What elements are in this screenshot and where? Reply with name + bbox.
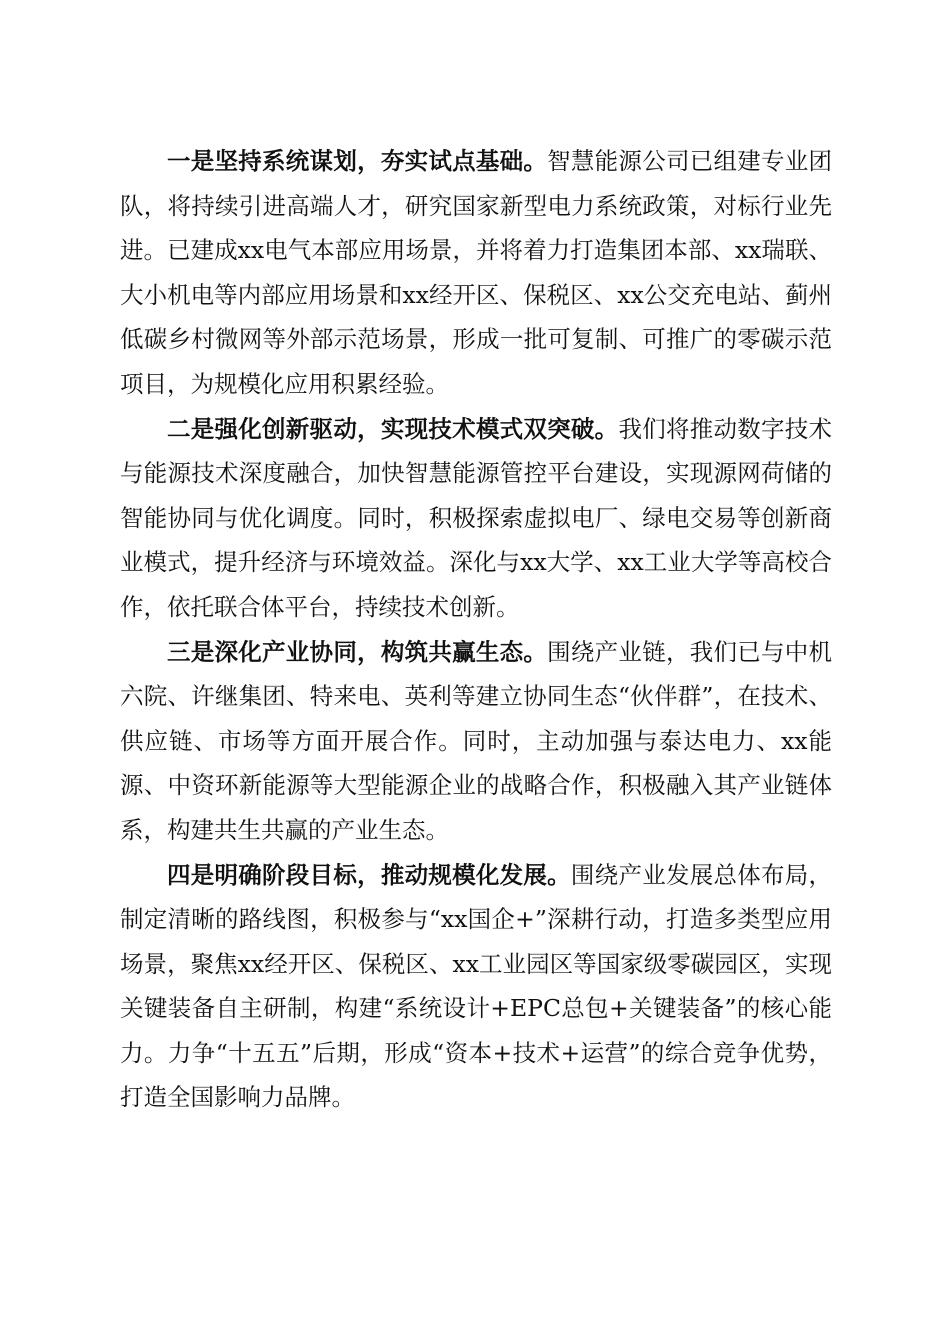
- paragraph-4-body: 围绕产业发展总体布局，制定清晰的路线图，积极参与“xx国企+”深耕行动，打造多类型应用场景，聚焦xx经开区、保税区、xx工业园区等国家级零碳园区，实现关键装备自主研制，构建“系统设计+EPC总包+关键装备”的核心能力。力争“十五五”后期，形成“资本+技术+运营”的综合竞争优势，打造全国影响力品牌。: [120, 860, 833, 1112]
- document-body: [120, 139, 832, 1120]
- paragraph-1-body: 智慧能源公司已组建专业团队，将持续引进高端人才，研究国家新型电力系统政策，对标行业先进。已建成xx电气本部应用场景，并将着力打造集团本部、xx瑞联、大小机电等内部应用场景和xx经开区、保税区、xx公交充电站、蓟州低碳乡村微网等外部示范场景，形成一批可复制、可推广的零碳示范项目，为规模化应用积累经验。: [120, 147, 833, 398]
- paragraph-3: [120, 630, 832, 853]
- paragraph-3-lead: 三是深化产业协同，构筑共赢生态。: [167, 637, 548, 666]
- paragraph-1: [120, 139, 832, 407]
- paragraph-2-body: 我们将推动数字技术与能源技术深度融合，加快智慧能源管控平台建设，实现源网荷储的智能协同与优化调度。同时，积极探索虚拟电厂、绿电交易等创新商业模式，提升经济与环境效益。深化与xx大学、xx工业大学等高校合作，依托联合体平台，持续技术创新。: [120, 414, 833, 621]
- paragraph-2-lead: 二是强化创新驱动，实现技术模式双突破。: [167, 414, 619, 443]
- paragraph-3-body: 围绕产业链，我们已与中机六院、许继集团、特来电、英利等建立协同生态“伙伴群”，在技术、供应链、市场等方面开展合作。同时，主动加强与泰达电力、xx能源、中资环新能源等大型能源企业的战略合作，积极融入其产业链体系，构建共生共赢的产业生态。: [120, 637, 833, 844]
- paragraph-2: [120, 407, 832, 630]
- paragraph-4-lead: 四是明确阶段目标，推动规模化发展。: [167, 860, 571, 889]
- paragraph-1-lead: 一是坚持系统谋划，夯实试点基础。: [167, 147, 548, 175]
- paragraph-4: [120, 853, 832, 1121]
